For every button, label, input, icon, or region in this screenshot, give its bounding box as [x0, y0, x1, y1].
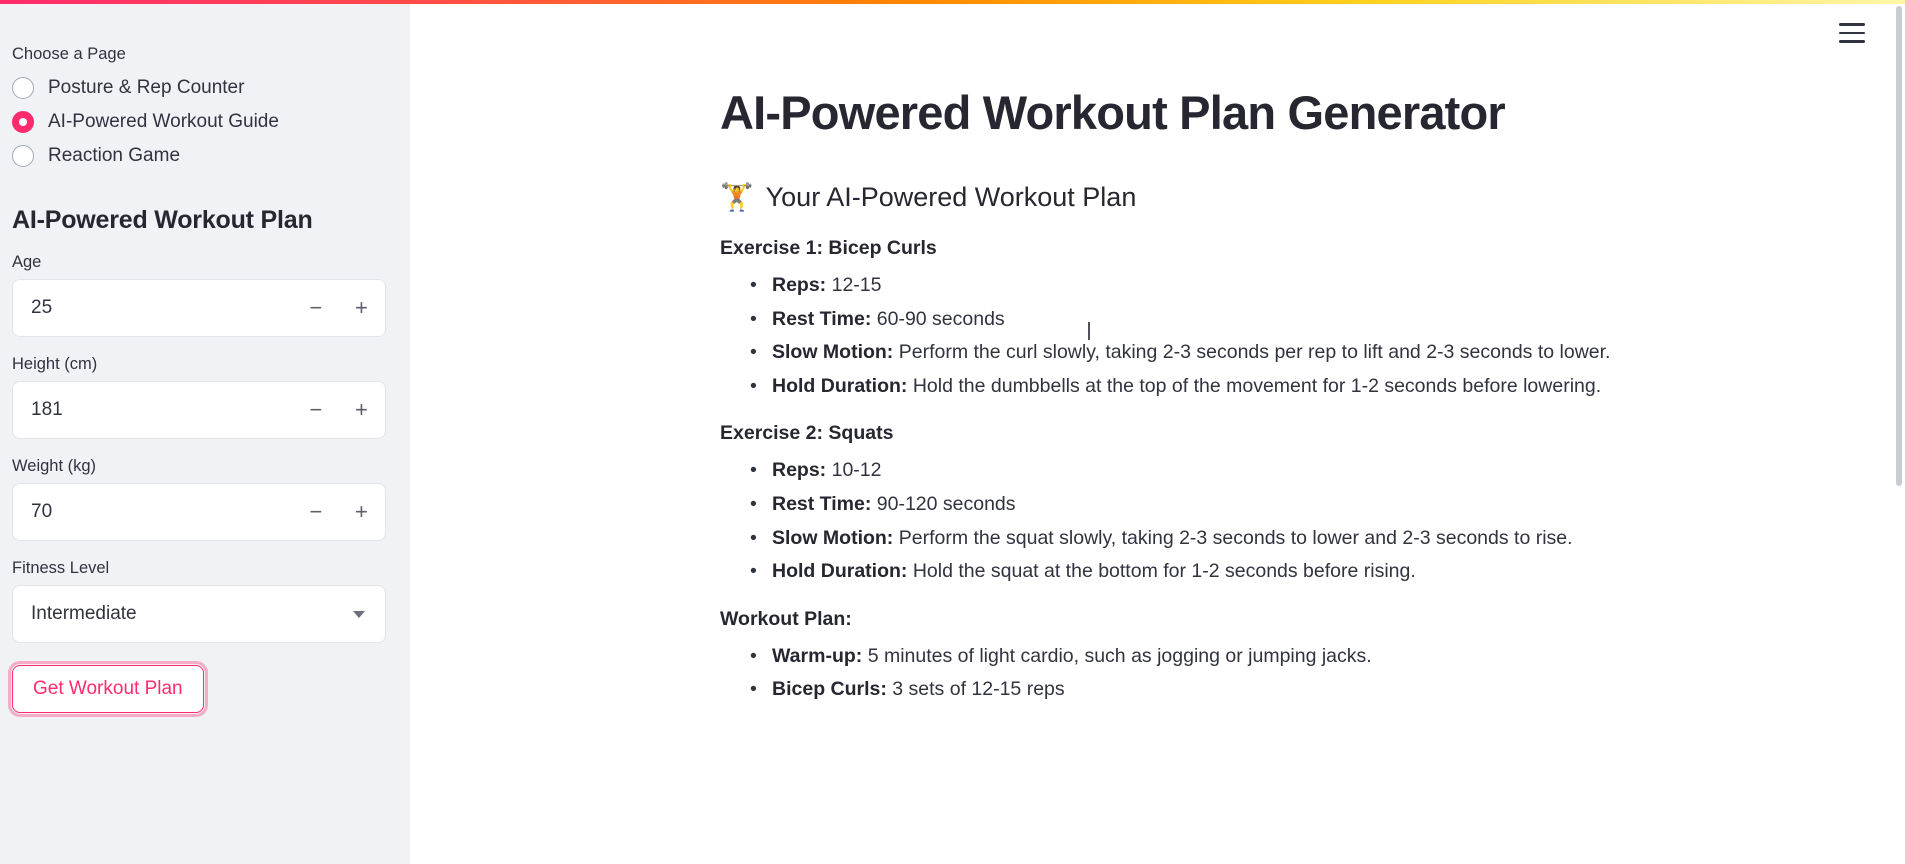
radio-icon[interactable] [12, 77, 34, 99]
section-heading: Exercise 1: Bicep Curls [720, 237, 937, 260]
list-item-text: Perform the squat slowly, taking 2-3 seconds to lower and 2-3 seconds to rise. [898, 526, 1573, 549]
section-heading: Exercise 2: Squats [720, 422, 894, 445]
weight-increment-button[interactable]: + [354, 499, 368, 525]
list-item [756, 455, 1756, 487]
section-list [720, 270, 1900, 402]
weight-input[interactable] [13, 501, 294, 523]
vertical-scrollbar[interactable] [1896, 6, 1902, 486]
weight-stepper[interactable] [12, 483, 386, 541]
list-item-term: Hold Duration: [772, 560, 908, 583]
list-item-term: Slow Motion: [772, 341, 894, 364]
height-decrement-button[interactable]: − [309, 397, 323, 423]
list-item-text: 60-90 seconds [876, 307, 1005, 330]
list-item-term: Reps: [772, 274, 827, 297]
fitness-level-select[interactable] [12, 585, 386, 643]
list-item [756, 371, 1756, 403]
sidebar-radio-label: AI-Powered Workout Guide [48, 111, 279, 133]
age-stepper[interactable] [12, 279, 386, 337]
list-item-text: 5 minutes of light cardio, such as jogging or jumping jacks. [867, 644, 1372, 667]
sidebar-radio-label: Reaction Game [48, 144, 181, 166]
list-item-text: Hold the dumbbells at the top of the movement for 1-2 seconds before lowering. [912, 374, 1602, 397]
list-item [756, 337, 1756, 369]
chevron-down-icon[interactable] [353, 611, 365, 618]
age-label: Age [12, 253, 42, 272]
list-item [756, 489, 1756, 521]
list-item [756, 304, 1756, 336]
height-increment-button[interactable]: + [354, 397, 368, 423]
list-item [756, 523, 1756, 555]
list-item [756, 270, 1756, 302]
radio-icon[interactable] [12, 145, 34, 167]
weight-label: Weight (kg) [12, 457, 97, 476]
age-increment-button[interactable]: + [354, 295, 368, 321]
list-item-term: Rest Time: [772, 307, 872, 330]
list-item-text: 3 sets of 12-15 reps [892, 678, 1065, 701]
sidebar [0, 0, 410, 864]
sidebar-radio-reaction-game[interactable] [12, 143, 382, 169]
top-accent-bar [0, 0, 1905, 4]
hamburger-bar [1839, 23, 1865, 25]
list-item-text: 90-120 seconds [876, 493, 1016, 516]
sidebar-section-heading: AI-Powered Workout Plan [12, 206, 313, 235]
sidebar-radio-label: Posture & Rep Counter [48, 77, 245, 99]
section-heading: Workout Plan: [720, 607, 852, 630]
list-item-text: Hold the squat at the bottom for 1-2 seconds before rising. [912, 560, 1416, 583]
fitness-level-label: Fitness Level [12, 559, 110, 578]
plan-subtitle [720, 180, 1900, 215]
weightlifter-icon: 🏋️ [720, 182, 754, 213]
list-item-text: Perform the curl slowly, taking 2-3 seconds per rep to lift and 2-3 seconds to lower. [898, 341, 1611, 364]
list-item [756, 556, 1756, 588]
workout-plan-content [410, 0, 1900, 706]
section-list [720, 455, 1900, 587]
page-chooser-label: Choose a Page [12, 45, 126, 63]
plan-subtitle-text: Your AI-Powered Workout Plan [765, 182, 1137, 213]
page-title: AI-Powered Workout Plan Generator [720, 86, 1505, 139]
list-item-term: Rest Time: [772, 493, 872, 516]
height-label: Height (cm) [12, 355, 98, 374]
sidebar-radio-posture-rep-counter[interactable] [12, 75, 382, 101]
weight-decrement-button[interactable]: − [309, 499, 323, 525]
text-cursor [1088, 322, 1090, 340]
list-item-term: Warm-up: [772, 644, 863, 667]
age-input[interactable] [13, 297, 294, 319]
section-list [720, 641, 1900, 706]
list-item [756, 674, 1756, 706]
main-content [410, 0, 1905, 864]
get-workout-plan-button[interactable]: Get Workout Plan [12, 665, 204, 713]
sidebar-radio-ai-powered-workout-guide[interactable] [12, 109, 382, 135]
list-item-term: Bicep Curls: [772, 678, 887, 701]
hamburger-bar [1839, 40, 1865, 42]
list-item-term: Slow Motion: [772, 526, 894, 549]
fitness-level-value: Intermediate [31, 603, 137, 625]
list-item [756, 641, 1756, 673]
list-item-text: 10-12 [831, 459, 882, 482]
list-item-text: 12-15 [831, 274, 882, 297]
height-input[interactable] [13, 399, 294, 421]
radio-selected-icon[interactable] [12, 111, 34, 133]
height-stepper[interactable] [12, 381, 386, 439]
hamburger-bar [1839, 32, 1865, 34]
list-item-term: Reps: [772, 459, 827, 482]
hamburger-menu-icon[interactable] [1839, 20, 1869, 46]
age-decrement-button[interactable]: − [309, 295, 323, 321]
list-item-term: Hold Duration: [772, 374, 908, 397]
